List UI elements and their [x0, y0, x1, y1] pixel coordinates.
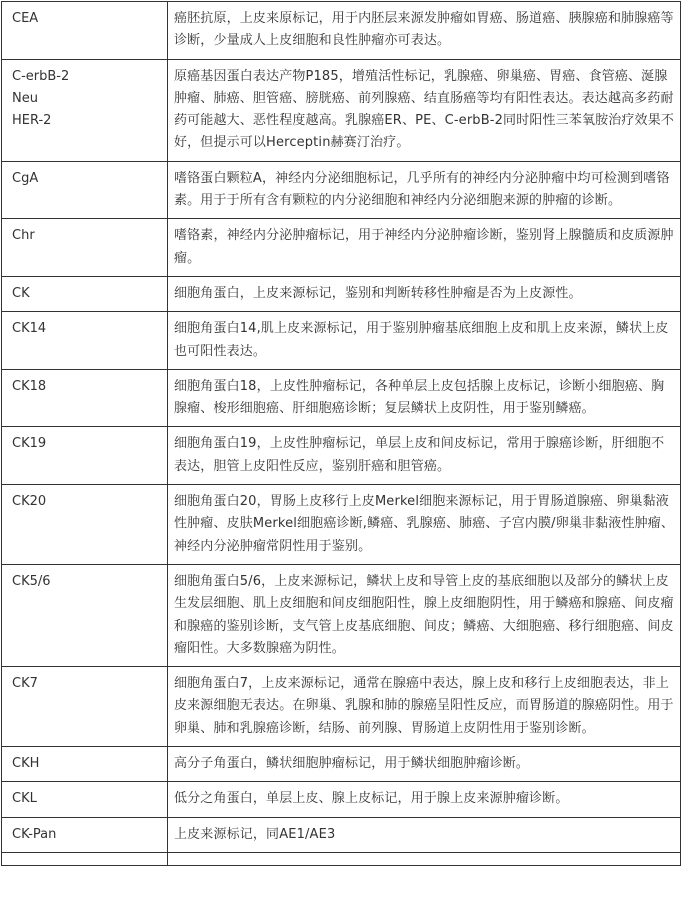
marker-description-cell: 细胞角蛋白14,肌上皮来源标记，用于鉴别肿瘤基底细胞上皮和肌上皮来源，鳞状上皮也可阳性表达。: [168, 312, 681, 370]
table-row: [2, 747, 681, 782]
ihc-marker-table: [1, 1, 681, 866]
marker-name-cell: C-erbB-2 Neu HER-2: [2, 59, 168, 161]
marker-description-cell: 嗜铬蛋白颗粒A，神经内分泌细胞标记，几乎所有的神经内分泌肿瘤中均可检测到嗜铬素。用于于所有含有颗粒的内分泌细胞和神经内分泌细胞来源的肿瘤的诊断。: [168, 161, 681, 219]
table-row: [2, 219, 681, 277]
table-row: [2, 564, 681, 666]
marker-name-cell: CKH: [2, 747, 168, 782]
marker-name-cell: CK: [2, 276, 168, 311]
marker-name-cell: CK20: [2, 485, 168, 565]
marker-description-cell: 原癌基因蛋白表达产物P185，增殖活性标记，乳腺癌、卵巢癌、胃癌、食管癌、涎腺肿瘤、肺癌、胆管癌、膀胱癌、前列腺癌、结直肠癌等均有阳性表达。表达越高多药耐药可能越大、恶性程度越高。乳腺癌ER、PE、C-erbB-2同时阳性三苯氧胺治疗效果不好，但提示可以Herceptin赫赛汀治疗。: [168, 59, 681, 161]
marker-description-cell: 细胞角蛋白18，上皮性肿瘤标记，各种单层上皮包括腺上皮标记，诊断小细胞癌、胸腺瘤、梭形细胞癌、肝细胞癌诊断；复层鳞状上皮阴性，用于鉴别鳞癌。: [168, 369, 681, 427]
marker-name-cell: Chr: [2, 219, 168, 277]
table-row: [2, 427, 681, 485]
marker-name-cell: CK5/6: [2, 564, 168, 666]
marker-name-cell: CEA: [2, 2, 168, 60]
marker-description-cell: 细胞角蛋白20，胃肠上皮移行上皮Merkel细胞来源标记，用于胃肠道腺癌、卵巢黏液性肿瘤、皮肤Merkel细胞癌诊断,鳞癌、乳腺癌、肺癌、子宫内膜/卵巢非黏液性肿瘤、神经内分泌肿瘤常阴性用于鉴别。: [168, 485, 681, 565]
table-row: [2, 312, 681, 370]
table-row: [2, 667, 681, 747]
marker-description-cell: 细胞角蛋白7，上皮来源标记，通常在腺癌中表达，腺上皮和移行上皮细胞表达，非上皮来源细胞无表达。在卵巢、乳腺和肺的腺癌呈阳性反应，而胃肠道的腺癌阴性。用于卵巢、肺和乳腺癌诊断，结肠、前列腺、胃肠道上皮阴性用于鉴别诊断。: [168, 667, 681, 747]
table-row: [2, 782, 681, 817]
marker-name-cell: CK7: [2, 667, 168, 747]
marker-description-cell: 高分子角蛋白，鳞状细胞肿瘤标记，用于鳞状细胞肿瘤诊断。: [168, 747, 681, 782]
marker-name-cell: [2, 852, 168, 865]
table-row: [2, 59, 681, 161]
marker-name-cell: CK18: [2, 369, 168, 427]
table-row: [2, 161, 681, 219]
table-row: [2, 817, 681, 852]
marker-description-cell: 细胞角蛋白19，上皮性肿瘤标记，单层上皮和间皮标记，常用于腺癌诊断，肝细胞不表达，胆管上皮阳性反应，鉴别肝癌和胆管癌。: [168, 427, 681, 485]
table-row: [2, 369, 681, 427]
table-row: [2, 2, 681, 60]
marker-description-cell: 低分之角蛋白，单层上皮、腺上皮标记，用于腺上皮来源肿瘤诊断。: [168, 782, 681, 817]
table-row: [2, 852, 681, 865]
marker-name-cell: CK19: [2, 427, 168, 485]
marker-name-cell: CK14: [2, 312, 168, 370]
marker-name-cell: CK-Pan: [2, 817, 168, 852]
marker-description-cell: 嗜铬素，神经内分泌肿瘤标记，用于神经内分泌肿瘤诊断，鉴别肾上腺髓质和皮质源肿瘤。: [168, 219, 681, 277]
marker-description-cell: 癌胚抗原，上皮来原标记，用于内胚层来源发肿瘤如胃癌、肠道癌、胰腺癌和肺腺癌等诊断，少量成人上皮细胞和良性肿瘤亦可表达。: [168, 2, 681, 60]
table-row: [2, 485, 681, 565]
marker-description-cell: 细胞角蛋白5/6，上皮来源标记，鳞状上皮和导管上皮的基底细胞以及部分的鳞状上皮生发层细胞、肌上皮细胞和间皮细胞阳性，腺上皮细胞阴性，用于鳞癌和腺癌、间皮瘤和腺癌的鉴别诊断，支气管上皮基底细胞、间皮；鳞癌、大细胞癌、移行细胞癌、间皮瘤阳性。大多数腺癌为阴性。: [168, 564, 681, 666]
marker-description-cell: [168, 852, 681, 865]
table-row: [2, 276, 681, 311]
marker-description-cell: 细胞角蛋白，上皮来源标记，鉴别和判断转移性肿瘤是否为上皮源性。: [168, 276, 681, 311]
marker-name-cell: CKL: [2, 782, 168, 817]
marker-description-cell: 上皮来源标记，同AE1/AE3: [168, 817, 681, 852]
marker-name-cell: CgA: [2, 161, 168, 219]
